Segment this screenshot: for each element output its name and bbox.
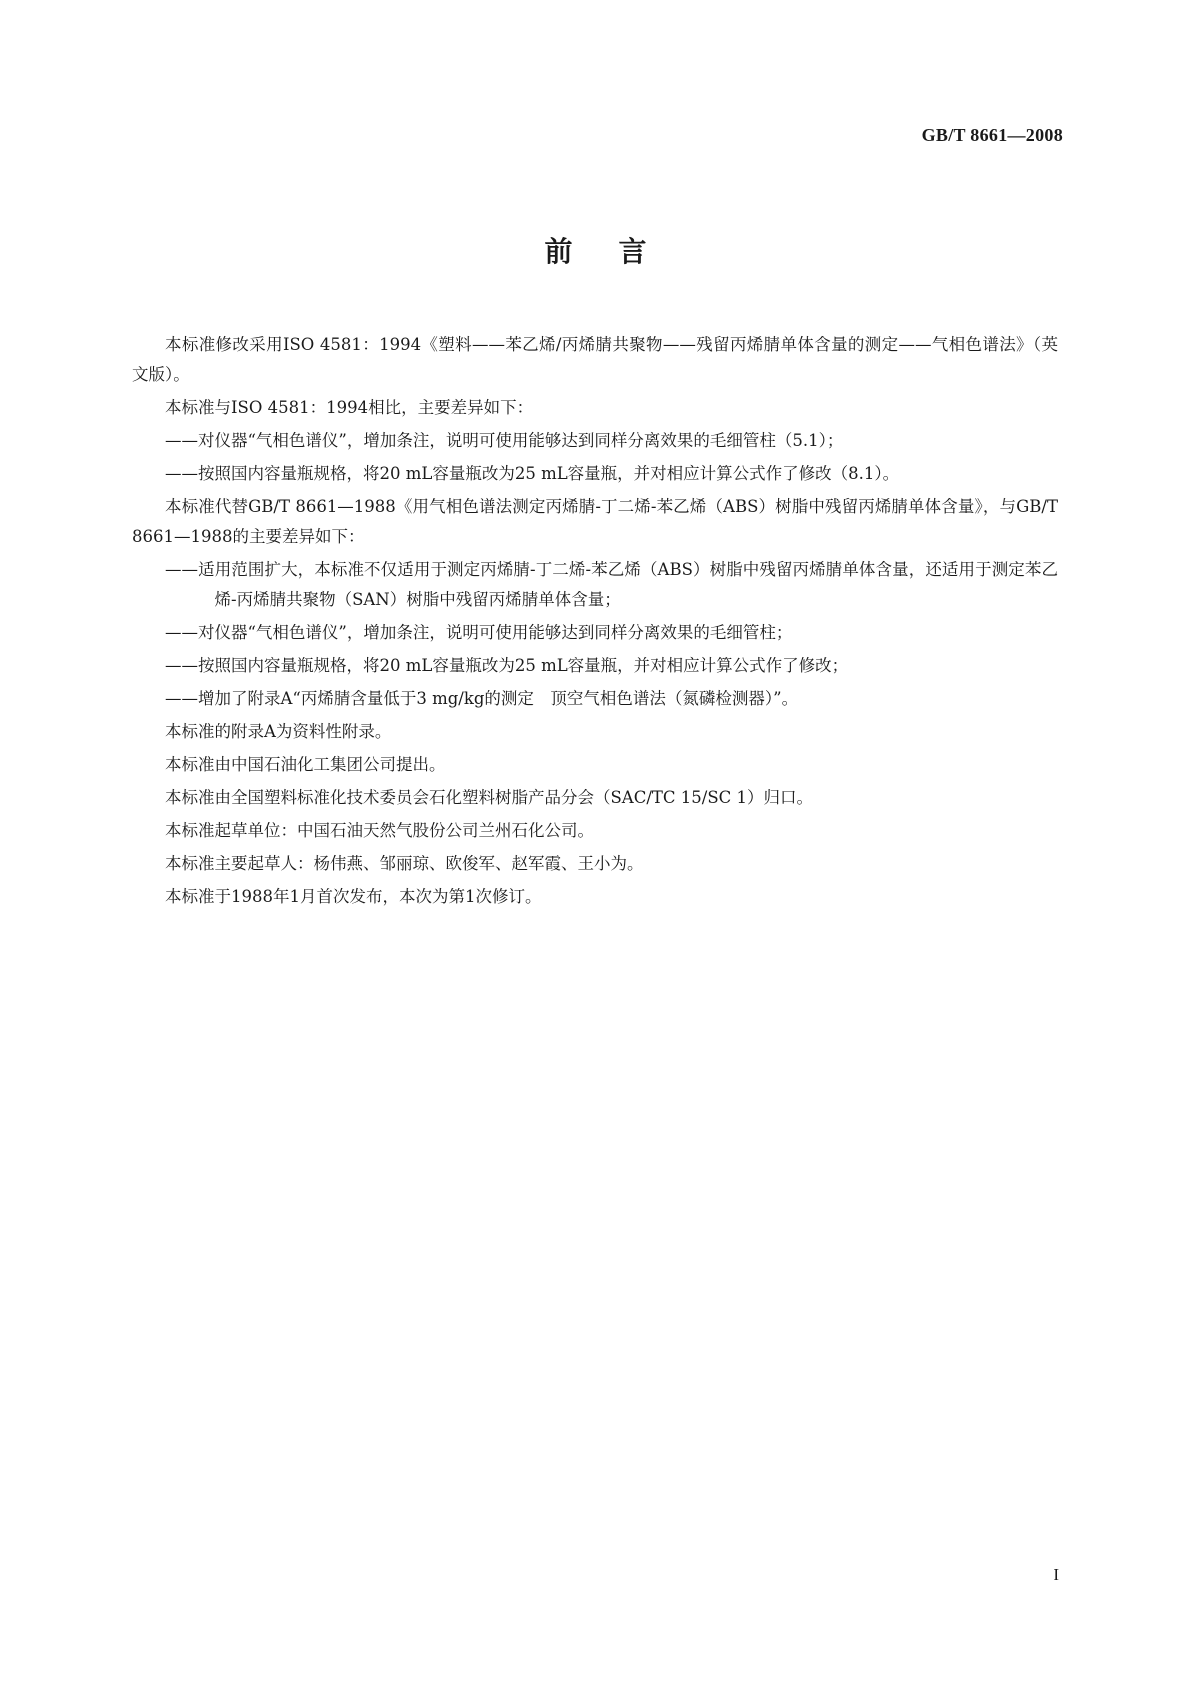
paragraph-drafting-unit: 本标准起草单位：中国石油天然气股份公司兰州石化公司。 [165, 821, 594, 840]
list-item: ——对仪器“气相色谱仪”，增加条注，说明可使用能够达到同样分离效果的毛细管柱； [165, 623, 793, 642]
list-item: ——对仪器“气相色谱仪”，增加条注，说明可使用能够达到同样分离效果的毛细管柱（5.1）； [165, 431, 844, 450]
list-item: ——按照国内容量瓶规格，将20 mL容量瓶改为25 mL容量瓶，并对相应计算公式作了修改（8.1）。 [165, 464, 900, 483]
list-item: ——增加了附录A“丙烯腈含量低于3 mg/kg的测定 顶空气相色谱法（氮磷检测器）”。 [165, 689, 799, 708]
paragraph-adoption: 本标准修改采用ISO 4581：1994《塑料——苯乙烯/丙烯腈共聚物——残留丙烯腈单体含量的测定——气相色谱法》（英文版）。 [132, 335, 1058, 384]
foreword-body [132, 330, 1058, 915]
paragraph-annex: 本标准的附录A为资料性附录。 [165, 722, 392, 741]
list-item: ——按照国内容量瓶规格，将20 mL容量瓶改为25 mL容量瓶，并对相应计算公式作了修改； [165, 656, 849, 675]
paragraph-replacement: 本标准代替GB/T 8661—1988《用气相色谱法测定丙烯腈-丁二烯-苯乙烯（ABS）树脂中残留丙烯腈单体含量》，与GB/T 8661—1988的主要差异如下： [132, 497, 1058, 546]
page-title: 前言 [544, 235, 693, 268]
paragraph-committee: 本标准由全国塑料标准化技术委员会石化塑料树脂产品分会（SAC/TC 15/SC 1）归口。 [165, 788, 814, 807]
paragraph-iso-differences-intro: 本标准与ISO 4581：1994相比，主要差异如下： [165, 398, 534, 417]
list-item: ——适用范围扩大，本标准不仅适用于测定丙烯腈-丁二烯-苯乙烯（ABS）树脂中残留丙烯腈单体含量，还适用于测定苯乙烯-丙烯腈共聚物（SAN）树脂中残留丙烯腈单体含量； [165, 560, 1058, 609]
document-code: GB/T 8661—2008 [921, 125, 1063, 145]
paragraph-drafters: 本标准主要起草人：杨伟燕、邹丽琼、欧俊军、赵军霞、王小为。 [165, 854, 644, 873]
page-number: I [1053, 1565, 1059, 1584]
paragraph-proposer: 本标准由中国石油化工集团公司提出。 [165, 755, 446, 774]
paragraph-history: 本标准于1988年1月首次发布，本次为第1次修订。 [165, 887, 542, 906]
